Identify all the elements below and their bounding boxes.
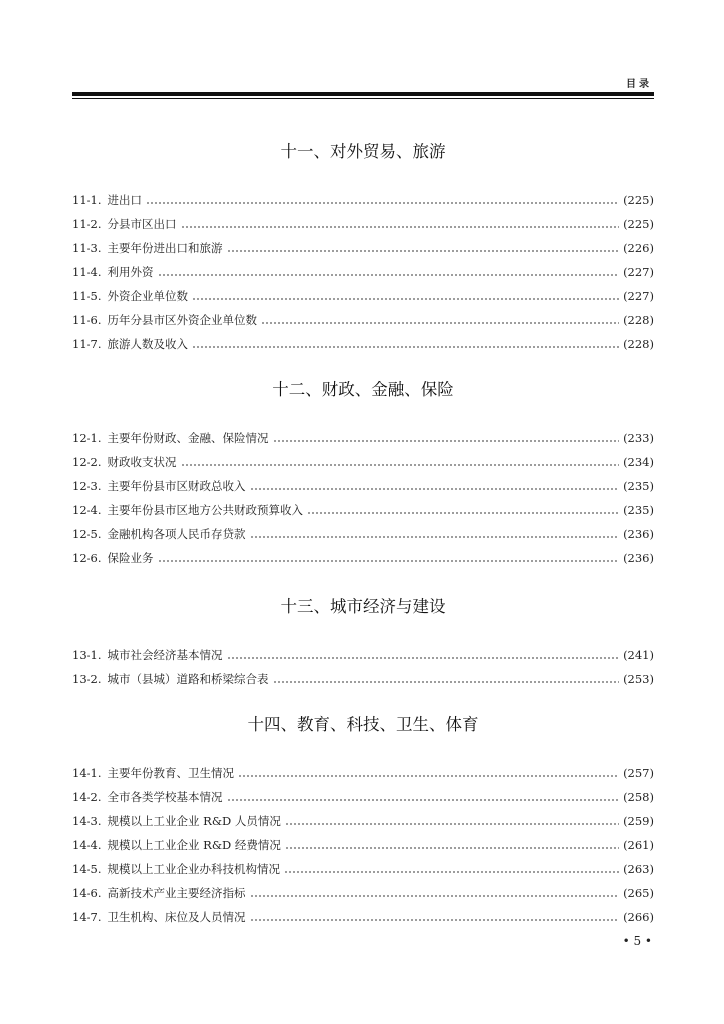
dot-leader — [146, 195, 619, 205]
dot-leader — [158, 267, 620, 277]
entry-label: 城市社会经济基本情况 — [107, 648, 223, 662]
entry-page: (235) — [623, 479, 654, 493]
toc-entry[interactable] — [72, 474, 654, 498]
entry-label: 主要年份教育、卫生情况 — [107, 766, 234, 780]
entry-number: 14-4. — [72, 838, 102, 852]
dot-leader — [307, 505, 619, 515]
toc-entry[interactable] — [72, 188, 654, 212]
entry-number: 12-3. — [72, 479, 102, 493]
entry-number: 11-7. — [72, 337, 102, 351]
entry-number: 11-5. — [72, 289, 102, 303]
entry-number: 14-1. — [72, 766, 102, 780]
entry-page: (228) — [623, 313, 654, 327]
entry-label: 保险业务 — [107, 551, 154, 565]
section-13 — [72, 595, 654, 691]
entry-number: 11-1. — [72, 193, 102, 207]
entry-page: (257) — [623, 766, 654, 780]
toc-entry[interactable] — [72, 308, 654, 332]
section-title: 十二、财政、金融、保险 — [272, 380, 454, 399]
section-title: 十三、城市经济与建设 — [280, 597, 446, 616]
entry-page: (236) — [623, 551, 654, 565]
dot-leader — [250, 888, 620, 898]
entry-number: 12-2. — [72, 455, 102, 469]
dot-leader — [273, 674, 620, 684]
dot-leader — [238, 768, 619, 778]
toc-entry[interactable] — [72, 643, 654, 667]
entry-label: 历年分县市区外资企业单位数 — [107, 313, 257, 327]
dot-leader — [250, 912, 620, 922]
dot-leader — [261, 315, 619, 325]
toc-entry[interactable] — [72, 546, 654, 570]
entry-page: (236) — [623, 527, 654, 541]
section-11 — [72, 140, 654, 356]
entry-label: 卫生机构、床位及人员情况 — [107, 910, 246, 924]
entry-label: 利用外资 — [107, 265, 154, 279]
entry-number: 12-6. — [72, 551, 102, 565]
toc-entry[interactable] — [72, 761, 654, 785]
entry-page: (225) — [623, 217, 654, 231]
toc-entry[interactable] — [72, 905, 654, 929]
section-title: 十一、对外贸易、旅游 — [280, 142, 446, 161]
entry-number: 11-6. — [72, 313, 102, 327]
toc-entry[interactable] — [72, 212, 654, 236]
entry-page: (226) — [623, 241, 654, 255]
entry-number: 13-2. — [72, 672, 102, 686]
entry-number: 11-4. — [72, 265, 102, 279]
dot-leader — [227, 650, 620, 660]
entry-label: 主要年份县市区财政总收入 — [107, 479, 246, 493]
dot-leader — [227, 243, 620, 253]
entry-page: (228) — [623, 337, 654, 351]
toc-entry[interactable] — [72, 450, 654, 474]
entry-page: (258) — [623, 790, 654, 804]
entry-label: 财政收支状况 — [107, 455, 177, 469]
entry-number: 12-4. — [72, 503, 102, 517]
toc-entry[interactable] — [72, 260, 654, 284]
dot-leader — [285, 816, 619, 826]
dot-leader — [250, 481, 620, 491]
entry-label: 主要年份财政、金融、保险情况 — [107, 431, 269, 445]
dot-leader — [192, 291, 619, 301]
dot-leader — [158, 553, 620, 563]
page-number: • 5 • — [622, 934, 652, 948]
toc-entry[interactable] — [72, 881, 654, 905]
toc-entry[interactable] — [72, 785, 654, 809]
toc-entry[interactable] — [72, 857, 654, 881]
entry-label: 主要年份县市区地方公共财政预算收入 — [107, 503, 303, 517]
toc-entry[interactable] — [72, 833, 654, 857]
header-rule-thin — [72, 98, 654, 99]
entry-page: (266) — [623, 910, 654, 924]
toc-entry[interactable] — [72, 236, 654, 260]
entry-label: 全市各类学校基本情况 — [107, 790, 223, 804]
toc-entry[interactable] — [72, 332, 654, 356]
entry-page: (233) — [623, 431, 654, 445]
entry-page: (259) — [623, 814, 654, 828]
entry-number: 14-6. — [72, 886, 102, 900]
entry-number: 11-3. — [72, 241, 102, 255]
dot-leader — [273, 433, 620, 443]
section-12 — [72, 378, 654, 570]
toc-entry[interactable] — [72, 426, 654, 450]
entry-page: (261) — [623, 838, 654, 852]
entry-label: 进出口 — [107, 193, 142, 207]
entry-label: 高新技术产业主要经济指标 — [107, 886, 246, 900]
entry-page: (234) — [623, 455, 654, 469]
entry-number: 14-5. — [72, 862, 102, 876]
entry-label: 旅游人数及收入 — [107, 337, 188, 351]
header-rule-thick — [72, 92, 654, 96]
entry-label: 规模以上工业企业 R&D 经费情况 — [107, 838, 281, 852]
entry-number: 14-7. — [72, 910, 102, 924]
section-title: 十四、教育、科技、卫生、体育 — [247, 715, 479, 734]
entry-number: 14-2. — [72, 790, 102, 804]
toc-entry[interactable] — [72, 809, 654, 833]
entry-page: (253) — [623, 672, 654, 686]
entry-number: 13-1. — [72, 648, 102, 662]
toc-entry[interactable] — [72, 498, 654, 522]
toc-entry[interactable] — [72, 284, 654, 308]
entry-page: (263) — [623, 862, 654, 876]
entry-page: (265) — [623, 886, 654, 900]
entry-page: (235) — [623, 503, 654, 517]
dot-leader — [285, 840, 619, 850]
entry-page: (225) — [623, 193, 654, 207]
entry-label: 外资企业单位数 — [107, 289, 188, 303]
entry-page: (241) — [623, 648, 654, 662]
dot-leader — [250, 529, 620, 539]
toc-entry[interactable] — [72, 522, 654, 546]
dot-leader — [227, 792, 620, 802]
entry-label: 分县市区出口 — [107, 217, 177, 231]
dot-leader — [181, 219, 620, 229]
dot-leader — [192, 339, 619, 349]
dot-leader — [181, 457, 620, 467]
section-14 — [72, 713, 654, 929]
entry-label: 规模以上工业企业 R&D 人员情况 — [107, 814, 281, 828]
entry-label: 城市（县城）道路和桥梁综合表 — [107, 672, 269, 686]
entry-number: 11-2. — [72, 217, 102, 231]
entry-label: 金融机构各项人民币存贷款 — [107, 527, 246, 541]
entry-number: 12-5. — [72, 527, 102, 541]
entry-number: 14-3. — [72, 814, 102, 828]
dot-leader — [284, 864, 619, 874]
entry-page: (227) — [623, 265, 654, 279]
toc-entry[interactable] — [72, 667, 654, 691]
running-head: 目录 — [626, 79, 652, 90]
entry-label: 主要年份进出口和旅游 — [107, 241, 223, 255]
entry-number: 12-1. — [72, 431, 102, 445]
entry-label: 规模以上工业企业办科技机构情况 — [107, 862, 280, 876]
entry-page: (227) — [623, 289, 654, 303]
